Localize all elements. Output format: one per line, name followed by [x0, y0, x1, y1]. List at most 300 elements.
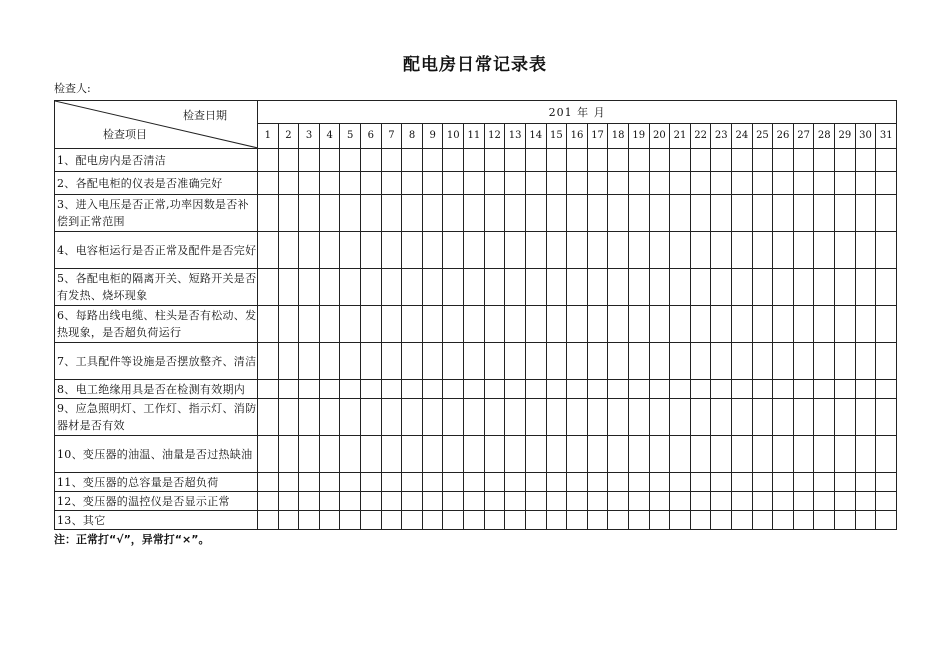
- check-cell-day-24[interactable]: [732, 232, 753, 269]
- check-cell-day-5[interactable]: [340, 492, 361, 511]
- check-cell-day-6[interactable]: [361, 399, 382, 436]
- check-cell-day-28[interactable]: [814, 436, 835, 473]
- check-cell-day-4[interactable]: [319, 269, 340, 306]
- check-cell-day-4[interactable]: [319, 436, 340, 473]
- check-cell-day-9[interactable]: [422, 306, 443, 343]
- check-cell-day-20[interactable]: [649, 306, 670, 343]
- check-cell-day-22[interactable]: [690, 306, 711, 343]
- check-cell-day-11[interactable]: [464, 232, 485, 269]
- check-cell-day-23[interactable]: [711, 436, 732, 473]
- check-cell-day-20[interactable]: [649, 473, 670, 492]
- check-cell-day-2[interactable]: [278, 511, 299, 530]
- check-cell-day-5[interactable]: [340, 172, 361, 195]
- check-cell-day-25[interactable]: [752, 149, 773, 172]
- check-cell-day-3[interactable]: [299, 473, 320, 492]
- check-cell-day-19[interactable]: [628, 306, 649, 343]
- check-cell-day-23[interactable]: [711, 473, 732, 492]
- check-cell-day-7[interactable]: [381, 473, 402, 492]
- check-cell-day-12[interactable]: [484, 436, 505, 473]
- check-cell-day-14[interactable]: [525, 269, 546, 306]
- check-cell-day-18[interactable]: [608, 232, 629, 269]
- check-cell-day-15[interactable]: [546, 473, 567, 492]
- check-cell-day-13[interactable]: [505, 399, 526, 436]
- check-cell-day-26[interactable]: [773, 149, 794, 172]
- check-cell-day-13[interactable]: [505, 149, 526, 172]
- check-cell-day-15[interactable]: [546, 343, 567, 380]
- check-cell-day-17[interactable]: [587, 473, 608, 492]
- check-cell-day-12[interactable]: [484, 473, 505, 492]
- check-cell-day-21[interactable]: [670, 492, 691, 511]
- check-cell-day-25[interactable]: [752, 172, 773, 195]
- check-cell-day-15[interactable]: [546, 399, 567, 436]
- check-cell-day-24[interactable]: [732, 172, 753, 195]
- check-cell-day-26[interactable]: [773, 380, 794, 399]
- check-cell-day-13[interactable]: [505, 380, 526, 399]
- check-cell-day-17[interactable]: [587, 269, 608, 306]
- check-cell-day-22[interactable]: [690, 436, 711, 473]
- check-cell-day-3[interactable]: [299, 172, 320, 195]
- check-cell-day-14[interactable]: [525, 436, 546, 473]
- check-cell-day-9[interactable]: [422, 380, 443, 399]
- check-cell-day-29[interactable]: [835, 306, 856, 343]
- check-cell-day-5[interactable]: [340, 399, 361, 436]
- check-cell-day-19[interactable]: [628, 399, 649, 436]
- check-cell-day-3[interactable]: [299, 436, 320, 473]
- check-cell-day-3[interactable]: [299, 511, 320, 530]
- check-cell-day-10[interactable]: [443, 436, 464, 473]
- check-cell-day-29[interactable]: [835, 511, 856, 530]
- check-cell-day-14[interactable]: [525, 380, 546, 399]
- check-cell-day-5[interactable]: [340, 269, 361, 306]
- check-cell-day-8[interactable]: [402, 380, 423, 399]
- check-cell-day-27[interactable]: [793, 195, 814, 232]
- check-cell-day-28[interactable]: [814, 306, 835, 343]
- check-cell-day-9[interactable]: [422, 172, 443, 195]
- check-cell-day-25[interactable]: [752, 343, 773, 380]
- check-cell-day-1[interactable]: [258, 380, 279, 399]
- check-cell-day-26[interactable]: [773, 436, 794, 473]
- check-cell-day-22[interactable]: [690, 473, 711, 492]
- check-cell-day-14[interactable]: [525, 399, 546, 436]
- check-cell-day-24[interactable]: [732, 380, 753, 399]
- check-cell-day-7[interactable]: [381, 399, 402, 436]
- check-cell-day-27[interactable]: [793, 172, 814, 195]
- check-cell-day-4[interactable]: [319, 399, 340, 436]
- check-cell-day-10[interactable]: [443, 511, 464, 530]
- check-cell-day-18[interactable]: [608, 473, 629, 492]
- check-cell-day-17[interactable]: [587, 306, 608, 343]
- check-cell-day-3[interactable]: [299, 195, 320, 232]
- check-cell-day-9[interactable]: [422, 195, 443, 232]
- check-cell-day-15[interactable]: [546, 380, 567, 399]
- check-cell-day-13[interactable]: [505, 232, 526, 269]
- check-cell-day-15[interactable]: [546, 492, 567, 511]
- check-cell-day-5[interactable]: [340, 195, 361, 232]
- check-cell-day-25[interactable]: [752, 436, 773, 473]
- check-cell-day-7[interactable]: [381, 195, 402, 232]
- check-cell-day-16[interactable]: [567, 269, 588, 306]
- check-cell-day-13[interactable]: [505, 492, 526, 511]
- check-cell-day-22[interactable]: [690, 149, 711, 172]
- check-cell-day-7[interactable]: [381, 492, 402, 511]
- check-cell-day-31[interactable]: [876, 380, 897, 399]
- check-cell-day-10[interactable]: [443, 492, 464, 511]
- check-cell-day-30[interactable]: [855, 269, 876, 306]
- check-cell-day-20[interactable]: [649, 399, 670, 436]
- check-cell-day-12[interactable]: [484, 380, 505, 399]
- check-cell-day-13[interactable]: [505, 195, 526, 232]
- check-cell-day-1[interactable]: [258, 343, 279, 380]
- check-cell-day-9[interactable]: [422, 511, 443, 530]
- check-cell-day-11[interactable]: [464, 399, 485, 436]
- check-cell-day-21[interactable]: [670, 473, 691, 492]
- check-cell-day-15[interactable]: [546, 436, 567, 473]
- check-cell-day-20[interactable]: [649, 149, 670, 172]
- check-cell-day-28[interactable]: [814, 511, 835, 530]
- check-cell-day-20[interactable]: [649, 232, 670, 269]
- check-cell-day-24[interactable]: [732, 195, 753, 232]
- check-cell-day-18[interactable]: [608, 399, 629, 436]
- check-cell-day-7[interactable]: [381, 343, 402, 380]
- check-cell-day-18[interactable]: [608, 195, 629, 232]
- check-cell-day-3[interactable]: [299, 343, 320, 380]
- check-cell-day-2[interactable]: [278, 195, 299, 232]
- check-cell-day-10[interactable]: [443, 149, 464, 172]
- check-cell-day-1[interactable]: [258, 511, 279, 530]
- check-cell-day-30[interactable]: [855, 492, 876, 511]
- check-cell-day-18[interactable]: [608, 306, 629, 343]
- check-cell-day-31[interactable]: [876, 511, 897, 530]
- check-cell-day-11[interactable]: [464, 511, 485, 530]
- check-cell-day-7[interactable]: [381, 511, 402, 530]
- check-cell-day-17[interactable]: [587, 399, 608, 436]
- check-cell-day-24[interactable]: [732, 149, 753, 172]
- check-cell-day-31[interactable]: [876, 269, 897, 306]
- check-cell-day-2[interactable]: [278, 399, 299, 436]
- check-cell-day-21[interactable]: [670, 436, 691, 473]
- check-cell-day-14[interactable]: [525, 511, 546, 530]
- check-cell-day-18[interactable]: [608, 492, 629, 511]
- check-cell-day-19[interactable]: [628, 380, 649, 399]
- check-cell-day-18[interactable]: [608, 269, 629, 306]
- check-cell-day-14[interactable]: [525, 492, 546, 511]
- check-cell-day-15[interactable]: [546, 195, 567, 232]
- check-cell-day-28[interactable]: [814, 232, 835, 269]
- check-cell-day-24[interactable]: [732, 492, 753, 511]
- check-cell-day-19[interactable]: [628, 172, 649, 195]
- check-cell-day-22[interactable]: [690, 343, 711, 380]
- check-cell-day-6[interactable]: [361, 306, 382, 343]
- check-cell-day-9[interactable]: [422, 399, 443, 436]
- check-cell-day-31[interactable]: [876, 343, 897, 380]
- check-cell-day-31[interactable]: [876, 306, 897, 343]
- check-cell-day-23[interactable]: [711, 399, 732, 436]
- check-cell-day-18[interactable]: [608, 149, 629, 172]
- check-cell-day-10[interactable]: [443, 269, 464, 306]
- check-cell-day-17[interactable]: [587, 511, 608, 530]
- check-cell-day-2[interactable]: [278, 343, 299, 380]
- check-cell-day-1[interactable]: [258, 149, 279, 172]
- check-cell-day-12[interactable]: [484, 232, 505, 269]
- check-cell-day-20[interactable]: [649, 492, 670, 511]
- check-cell-day-5[interactable]: [340, 306, 361, 343]
- check-cell-day-15[interactable]: [546, 269, 567, 306]
- check-cell-day-2[interactable]: [278, 473, 299, 492]
- check-cell-day-4[interactable]: [319, 232, 340, 269]
- check-cell-day-21[interactable]: [670, 149, 691, 172]
- check-cell-day-18[interactable]: [608, 343, 629, 380]
- check-cell-day-31[interactable]: [876, 172, 897, 195]
- check-cell-day-7[interactable]: [381, 172, 402, 195]
- check-cell-day-19[interactable]: [628, 436, 649, 473]
- check-cell-day-30[interactable]: [855, 511, 876, 530]
- check-cell-day-28[interactable]: [814, 269, 835, 306]
- check-cell-day-16[interactable]: [567, 436, 588, 473]
- check-cell-day-5[interactable]: [340, 380, 361, 399]
- check-cell-day-9[interactable]: [422, 232, 443, 269]
- check-cell-day-4[interactable]: [319, 172, 340, 195]
- check-cell-day-17[interactable]: [587, 436, 608, 473]
- check-cell-day-12[interactable]: [484, 343, 505, 380]
- check-cell-day-9[interactable]: [422, 269, 443, 306]
- check-cell-day-26[interactable]: [773, 232, 794, 269]
- check-cell-day-6[interactable]: [361, 492, 382, 511]
- check-cell-day-28[interactable]: [814, 343, 835, 380]
- check-cell-day-19[interactable]: [628, 473, 649, 492]
- check-cell-day-3[interactable]: [299, 380, 320, 399]
- check-cell-day-12[interactable]: [484, 269, 505, 306]
- check-cell-day-1[interactable]: [258, 172, 279, 195]
- check-cell-day-27[interactable]: [793, 343, 814, 380]
- check-cell-day-8[interactable]: [402, 232, 423, 269]
- check-cell-day-14[interactable]: [525, 232, 546, 269]
- check-cell-day-25[interactable]: [752, 269, 773, 306]
- check-cell-day-10[interactable]: [443, 399, 464, 436]
- check-cell-day-16[interactable]: [567, 195, 588, 232]
- check-cell-day-11[interactable]: [464, 492, 485, 511]
- check-cell-day-20[interactable]: [649, 511, 670, 530]
- check-cell-day-16[interactable]: [567, 399, 588, 436]
- check-cell-day-30[interactable]: [855, 149, 876, 172]
- check-cell-day-27[interactable]: [793, 380, 814, 399]
- check-cell-day-17[interactable]: [587, 343, 608, 380]
- check-cell-day-7[interactable]: [381, 436, 402, 473]
- check-cell-day-21[interactable]: [670, 172, 691, 195]
- check-cell-day-27[interactable]: [793, 149, 814, 172]
- check-cell-day-30[interactable]: [855, 306, 876, 343]
- check-cell-day-26[interactable]: [773, 195, 794, 232]
- check-cell-day-31[interactable]: [876, 232, 897, 269]
- check-cell-day-30[interactable]: [855, 380, 876, 399]
- check-cell-day-24[interactable]: [732, 306, 753, 343]
- check-cell-day-20[interactable]: [649, 269, 670, 306]
- check-cell-day-5[interactable]: [340, 511, 361, 530]
- check-cell-day-29[interactable]: [835, 436, 856, 473]
- check-cell-day-25[interactable]: [752, 380, 773, 399]
- check-cell-day-3[interactable]: [299, 492, 320, 511]
- check-cell-day-14[interactable]: [525, 172, 546, 195]
- check-cell-day-3[interactable]: [299, 306, 320, 343]
- check-cell-day-7[interactable]: [381, 380, 402, 399]
- check-cell-day-16[interactable]: [567, 492, 588, 511]
- check-cell-day-4[interactable]: [319, 149, 340, 172]
- check-cell-day-29[interactable]: [835, 149, 856, 172]
- check-cell-day-28[interactable]: [814, 492, 835, 511]
- check-cell-day-6[interactable]: [361, 172, 382, 195]
- check-cell-day-2[interactable]: [278, 492, 299, 511]
- check-cell-day-12[interactable]: [484, 172, 505, 195]
- check-cell-day-22[interactable]: [690, 195, 711, 232]
- check-cell-day-7[interactable]: [381, 149, 402, 172]
- check-cell-day-12[interactable]: [484, 195, 505, 232]
- check-cell-day-10[interactable]: [443, 380, 464, 399]
- check-cell-day-1[interactable]: [258, 492, 279, 511]
- check-cell-day-24[interactable]: [732, 436, 753, 473]
- check-cell-day-12[interactable]: [484, 399, 505, 436]
- check-cell-day-26[interactable]: [773, 399, 794, 436]
- check-cell-day-23[interactable]: [711, 269, 732, 306]
- check-cell-day-20[interactable]: [649, 436, 670, 473]
- check-cell-day-19[interactable]: [628, 149, 649, 172]
- check-cell-day-30[interactable]: [855, 399, 876, 436]
- check-cell-day-1[interactable]: [258, 473, 279, 492]
- check-cell-day-23[interactable]: [711, 232, 732, 269]
- check-cell-day-23[interactable]: [711, 492, 732, 511]
- check-cell-day-1[interactable]: [258, 269, 279, 306]
- check-cell-day-23[interactable]: [711, 172, 732, 195]
- check-cell-day-27[interactable]: [793, 511, 814, 530]
- check-cell-day-18[interactable]: [608, 380, 629, 399]
- check-cell-day-12[interactable]: [484, 511, 505, 530]
- check-cell-day-27[interactable]: [793, 269, 814, 306]
- check-cell-day-5[interactable]: [340, 436, 361, 473]
- check-cell-day-22[interactable]: [690, 399, 711, 436]
- check-cell-day-17[interactable]: [587, 172, 608, 195]
- check-cell-day-19[interactable]: [628, 492, 649, 511]
- check-cell-day-31[interactable]: [876, 436, 897, 473]
- check-cell-day-25[interactable]: [752, 511, 773, 530]
- check-cell-day-2[interactable]: [278, 306, 299, 343]
- check-cell-day-24[interactable]: [732, 269, 753, 306]
- check-cell-day-6[interactable]: [361, 269, 382, 306]
- check-cell-day-23[interactable]: [711, 195, 732, 232]
- check-cell-day-22[interactable]: [690, 511, 711, 530]
- check-cell-day-21[interactable]: [670, 232, 691, 269]
- check-cell-day-3[interactable]: [299, 399, 320, 436]
- check-cell-day-10[interactable]: [443, 195, 464, 232]
- check-cell-day-6[interactable]: [361, 232, 382, 269]
- check-cell-day-8[interactable]: [402, 399, 423, 436]
- check-cell-day-5[interactable]: [340, 343, 361, 380]
- check-cell-day-15[interactable]: [546, 149, 567, 172]
- check-cell-day-30[interactable]: [855, 343, 876, 380]
- check-cell-day-26[interactable]: [773, 511, 794, 530]
- check-cell-day-28[interactable]: [814, 195, 835, 232]
- check-cell-day-11[interactable]: [464, 380, 485, 399]
- check-cell-day-8[interactable]: [402, 492, 423, 511]
- check-cell-day-14[interactable]: [525, 195, 546, 232]
- check-cell-day-21[interactable]: [670, 380, 691, 399]
- check-cell-day-25[interactable]: [752, 232, 773, 269]
- check-cell-day-6[interactable]: [361, 149, 382, 172]
- check-cell-day-6[interactable]: [361, 343, 382, 380]
- check-cell-day-20[interactable]: [649, 380, 670, 399]
- check-cell-day-15[interactable]: [546, 232, 567, 269]
- check-cell-day-4[interactable]: [319, 195, 340, 232]
- check-cell-day-7[interactable]: [381, 306, 402, 343]
- check-cell-day-26[interactable]: [773, 473, 794, 492]
- check-cell-day-28[interactable]: [814, 172, 835, 195]
- check-cell-day-4[interactable]: [319, 473, 340, 492]
- check-cell-day-18[interactable]: [608, 436, 629, 473]
- check-cell-day-28[interactable]: [814, 399, 835, 436]
- check-cell-day-26[interactable]: [773, 343, 794, 380]
- check-cell-day-23[interactable]: [711, 380, 732, 399]
- check-cell-day-23[interactable]: [711, 343, 732, 380]
- check-cell-day-1[interactable]: [258, 195, 279, 232]
- check-cell-day-23[interactable]: [711, 511, 732, 530]
- check-cell-day-31[interactable]: [876, 149, 897, 172]
- check-cell-day-16[interactable]: [567, 473, 588, 492]
- check-cell-day-11[interactable]: [464, 269, 485, 306]
- check-cell-day-29[interactable]: [835, 172, 856, 195]
- check-cell-day-20[interactable]: [649, 343, 670, 380]
- check-cell-day-1[interactable]: [258, 232, 279, 269]
- check-cell-day-21[interactable]: [670, 195, 691, 232]
- check-cell-day-17[interactable]: [587, 195, 608, 232]
- check-cell-day-1[interactable]: [258, 306, 279, 343]
- check-cell-day-14[interactable]: [525, 343, 546, 380]
- check-cell-day-14[interactable]: [525, 306, 546, 343]
- check-cell-day-29[interactable]: [835, 380, 856, 399]
- check-cell-day-16[interactable]: [567, 172, 588, 195]
- check-cell-day-13[interactable]: [505, 343, 526, 380]
- check-cell-day-13[interactable]: [505, 511, 526, 530]
- check-cell-day-5[interactable]: [340, 232, 361, 269]
- check-cell-day-22[interactable]: [690, 269, 711, 306]
- check-cell-day-13[interactable]: [505, 473, 526, 492]
- check-cell-day-9[interactable]: [422, 436, 443, 473]
- check-cell-day-31[interactable]: [876, 473, 897, 492]
- check-cell-day-6[interactable]: [361, 195, 382, 232]
- check-cell-day-8[interactable]: [402, 343, 423, 380]
- check-cell-day-2[interactable]: [278, 269, 299, 306]
- check-cell-day-19[interactable]: [628, 511, 649, 530]
- check-cell-day-29[interactable]: [835, 343, 856, 380]
- check-cell-day-12[interactable]: [484, 149, 505, 172]
- check-cell-day-5[interactable]: [340, 149, 361, 172]
- check-cell-day-27[interactable]: [793, 492, 814, 511]
- check-cell-day-7[interactable]: [381, 232, 402, 269]
- check-cell-day-2[interactable]: [278, 172, 299, 195]
- check-cell-day-16[interactable]: [567, 306, 588, 343]
- check-cell-day-24[interactable]: [732, 399, 753, 436]
- check-cell-day-26[interactable]: [773, 306, 794, 343]
- check-cell-day-21[interactable]: [670, 399, 691, 436]
- check-cell-day-31[interactable]: [876, 399, 897, 436]
- check-cell-day-2[interactable]: [278, 149, 299, 172]
- check-cell-day-4[interactable]: [319, 492, 340, 511]
- check-cell-day-6[interactable]: [361, 511, 382, 530]
- check-cell-day-1[interactable]: [258, 436, 279, 473]
- check-cell-day-24[interactable]: [732, 343, 753, 380]
- check-cell-day-4[interactable]: [319, 306, 340, 343]
- check-cell-day-10[interactable]: [443, 306, 464, 343]
- check-cell-day-20[interactable]: [649, 172, 670, 195]
- check-cell-day-6[interactable]: [361, 436, 382, 473]
- check-cell-day-25[interactable]: [752, 306, 773, 343]
- check-cell-day-8[interactable]: [402, 511, 423, 530]
